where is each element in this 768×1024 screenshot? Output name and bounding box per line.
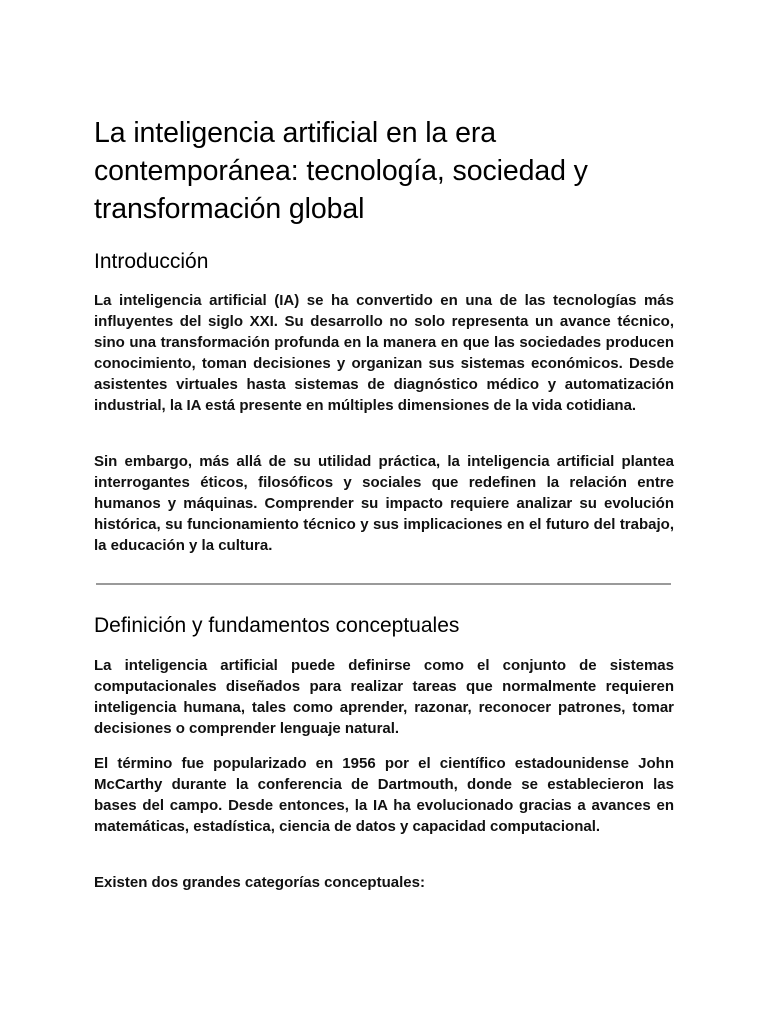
- section-heading-definicion: Definición y fundamentos conceptuales: [94, 614, 460, 637]
- intro-paragraph-1: La inteligencia artificial (IA) se ha convertido en una de las tecnologías más influyentes del siglo XXI. Su desarrollo no solo representa un avance técnico, sino una transformación profunda en la manera en que las sociedades producen conocimiento, toman decisiones y organizan sus sistemas económicos. Desde asistentes virtuales hasta sistemas de diagnóstico médico y automatización industrial, la IA está presente en múltiples dimensiones de la vida cotidiana.: [94, 292, 674, 414]
- document-title: La inteligencia artificial en la era contemporánea: tecnología, sociedad y transformación global: [94, 117, 588, 225]
- intro-paragraph-2: Sin embargo, más allá de su utilidad práctica, la inteligencia artificial plantea interrogantes éticos, filosóficos y sociales que redefinen la relación entre humanos y máquinas. Comprender su impacto requiere analizar su evolución histórica, su funcionamiento técnico y sus implicaciones en el futuro del trabajo, la educación y la cultura.: [94, 453, 674, 554]
- definition-paragraph-3: Existen dos grandes categorías conceptuales:: [94, 874, 425, 891]
- definition-paragraph-1: La inteligencia artificial puede definirse como el conjunto de sistemas computacionales diseñados para realizar tareas que normalmente requieren inteligencia humana, tales como aprender, razonar, reconocer patrones, tomar decisiones o comprender lenguaje natural.: [94, 657, 674, 737]
- definition-paragraph-2: El término fue popularizado en 1956 por el científico estadounidense John McCarthy durante la conferencia de Dartmouth, donde se establecieron las bases del campo. Desde entonces, la IA ha evolucionado gracias a avances en matemáticas, estadística, ciencia de datos y capacidad computacional.: [94, 755, 674, 835]
- section-heading-introduccion: Introducción: [94, 250, 209, 273]
- horizontal-divider: [96, 583, 671, 585]
